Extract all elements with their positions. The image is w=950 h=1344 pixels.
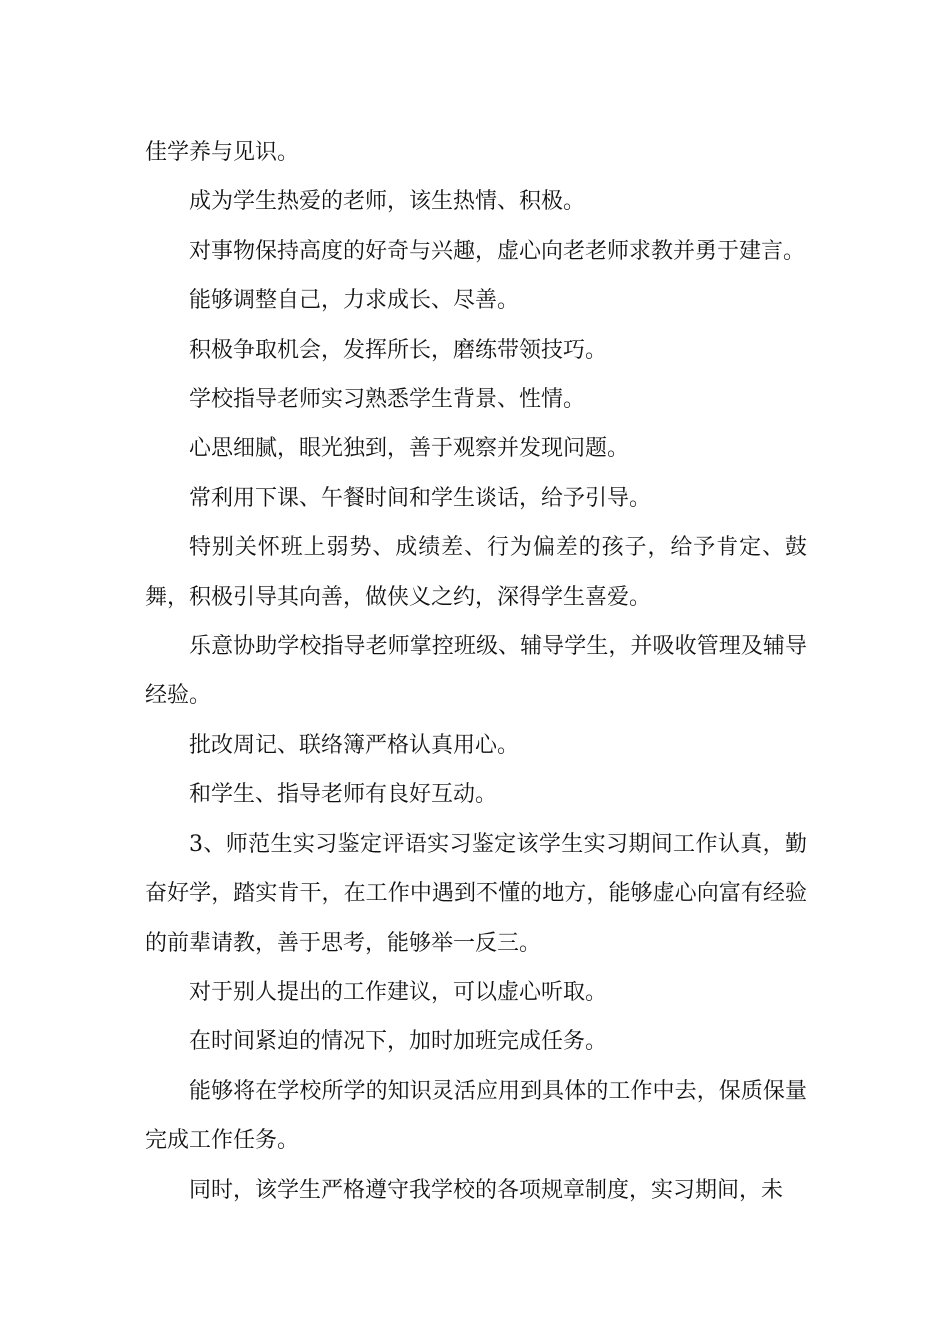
paragraph-3: 对事物保持高度的好奇与兴趣，虚心向老老师求教并勇于建言。 (189, 238, 806, 264)
paragraph-11: 批改周记、联络簿严格认真用心。 (189, 732, 520, 758)
paragraph-4: 能够调整自己，力求成长、尽善。 (189, 288, 520, 314)
paragraph-5: 积极争取机会，发挥所长，磨练带领技巧。 (189, 337, 608, 363)
paragraph-15: 在时间紧迫的情况下，加时加班完成任务。 (189, 1029, 608, 1055)
paragraph-7: 心思细腻，眼光独到，善于观察并发现问题。 (189, 436, 630, 462)
paragraph-10: 乐意协助学校指导老师掌控班级、辅导学生，并吸收管理及辅导经验。 (145, 634, 807, 709)
paragraph-12: 和学生、指导老师有良好互动。 (189, 782, 498, 808)
paragraph-13: 3、师范生实习鉴定评语实习鉴定该学生实习期间工作认真，勤奋好学，踏实肯干，在工作中遇到不懂的地方，能够虚心向富有经验的前辈请教，善于思考，能够举一反三。 (145, 831, 807, 956)
paragraph-6: 学校指导老师实习熟悉学生背景、性情。 (189, 387, 586, 413)
paragraph-9: 特别关怀班上弱势、成绩差、行为偏差的孩子，给予肯定、鼓舞，积极引导其向善，做侠义之约，深得学生喜爱。 (145, 535, 807, 610)
paragraph-1: 佳学养与见识。 (145, 140, 300, 165)
paragraph-2: 成为学生热爱的老师，该生热情、积极。 (189, 189, 586, 215)
paragraph-17: 同时，该学生严格遵守我学校的各项规章制度，实习期间，未 (189, 1177, 784, 1203)
paragraph-8: 常利用下课、午餐时间和学生谈话，给予引导。 (189, 485, 652, 511)
paragraph-14: 对于别人提出的工作建议，可以虚心听取。 (189, 979, 608, 1005)
document-body (145, 128, 807, 1215)
paragraph-16: 能够将在学校所学的知识灵活应用到具体的工作中去，保质保量完成工作任务。 (145, 1078, 807, 1154)
